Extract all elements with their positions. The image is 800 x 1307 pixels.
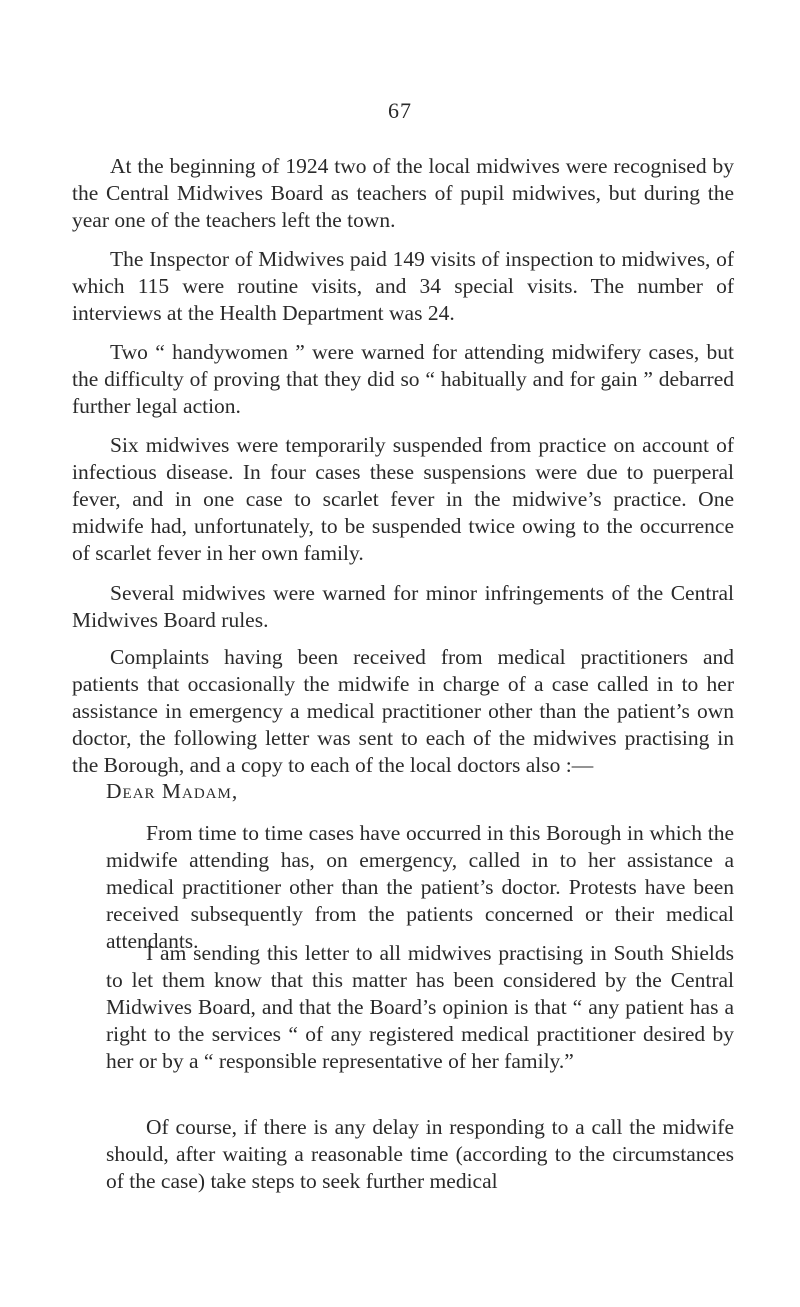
paragraph-inspector-visits: The Inspector of Midwives paid 149 visits of inspection to midwives, of which 115 were routine visits, and 34 special visits. The number of interviews at the Health Department was 24. [72,247,734,325]
letter-paragraph-delay: Of course, if there is any delay in responding to a call the midwife should, after waiting a reasonable time (according to the circumstances of the case) take steps to seek further medical [106,1115,734,1193]
paragraph-suspensions: Six midwives were temporarily suspended from practice on account of infectious disease. In four cases these suspensions were due to puerperal fever, and in one case to scarlet fever in the midwive’s practice. One midwife had, unfortunately, to be suspended twice owing to the occurrence of scarlet fever in her own family. [72,433,734,565]
paragraph-complaints: Complaints having been received from medical practitioners and patients that occasionally the midwife in charge of a case called in to her assistance in emergency a medical practitioner other than the patient’s own doctor, the following letter was sent to each of the midwives practising in the Borough, and a copy to each of the local doctors also :— [72,645,734,777]
letter-paragraph-board-opinion: I am sending this letter to all midwives practising in South Shields to let them know that this matter has been considered by the Central Midwives Board, and that the Board’s opinion is that “ any patient has a right to the services “ of any registered medical practitioner desired by her or by a “ responsible representative of her family.” [106,941,734,1073]
paragraph-handywomen: Two “ handywomen ” were warned for attending midwifery cases, but the difficulty of proving that they did so “ habitually and for gain ” debarred further legal action. [72,340,734,418]
paragraph-pupil-midwives: At the beginning of 1924 two of the local midwives were recognised by the Central Midwives Board as teachers of pupil midwives, but during the year one of the teachers left the town. [72,154,734,232]
letter-salutation: Dear Madam, [106,779,239,803]
letter-paragraph-occurrences: From time to time cases have occurred in this Borough in which the midwife attending has, on emergency, called in to her assistance a medical practitioner other than the patient’s doctor. Protests have been received subsequently from the patients concerned or their medical attendants. [106,821,734,953]
paragraph-warnings: Several midwives were warned for minor infringements of the Central Midwives Board rules. [72,581,734,632]
page-number: 67 [388,98,412,123]
